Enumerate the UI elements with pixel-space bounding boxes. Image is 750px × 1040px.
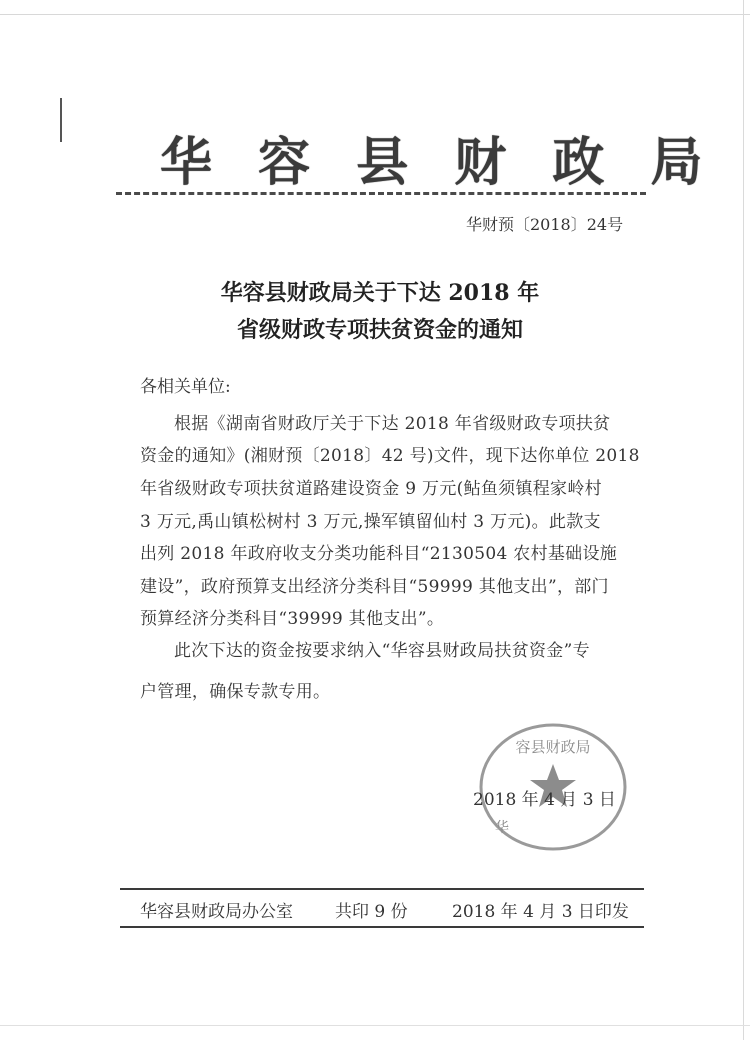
body-line: 此次下达的资金按要求纳入“华容县财政局扶贫资金”专 [174,641,590,661]
issue-date: 2018 年 4 月 3 日 [473,790,616,810]
body-line: 建设”，政府预算支出经济分类科目“59999 其他支出”，部门 [140,577,609,597]
svg-text:容县财政局: 容县财政局 [515,738,591,756]
body-line: 年省级财政专项扶贫道路建设资金 9 万元(鲇鱼须镇程家岭村 [140,479,602,499]
notice-title-line2: 省级财政专项扶贫资金的通知 [236,317,523,343]
document-number: 华财预〔2018〕24号 [466,215,624,234]
footer-rule-bottom [120,926,644,928]
agency-header: 华 容 县 财 政 局 [160,132,717,193]
svg-text:华: 华 [495,820,509,836]
body-line: 3 万元,禹山镇松树村 3 万元,操军镇留仙村 3 万元)。此款支 [140,512,601,532]
body-line: 根据《湖南省财政厅关于下达 2018 年省级财政专项扶贫 [174,414,611,434]
salutation: 各相关单位: [140,377,231,397]
footer-rule-top [120,888,644,890]
body-line: 预算经济分类科目“39999 其他支出”。 [140,609,445,629]
body-line: 资金的通知》(湘财预〔2018〕42 号)文件，现下达你单位 2018 [140,446,640,466]
scan-edge-right [743,0,744,1040]
notice-title-line1: 华容县财政局关于下达 2018 年 [220,280,540,306]
header-divider [116,192,646,195]
scan-edge-top [0,14,750,15]
binding-mark [60,98,62,142]
scan-edge-bottom [0,1025,750,1026]
footer-office: 华容县财政局办公室 [140,902,293,922]
footer-copies: 共印 9 份 [335,902,408,922]
body-line: 户管理，确保专款专用。 [140,682,331,702]
body-line: 出列 2018 年政府收支分类功能科目“2130504 农村基础设施 [140,544,618,564]
footer-print-date: 2018 年 4 月 3 日印发 [452,902,629,922]
